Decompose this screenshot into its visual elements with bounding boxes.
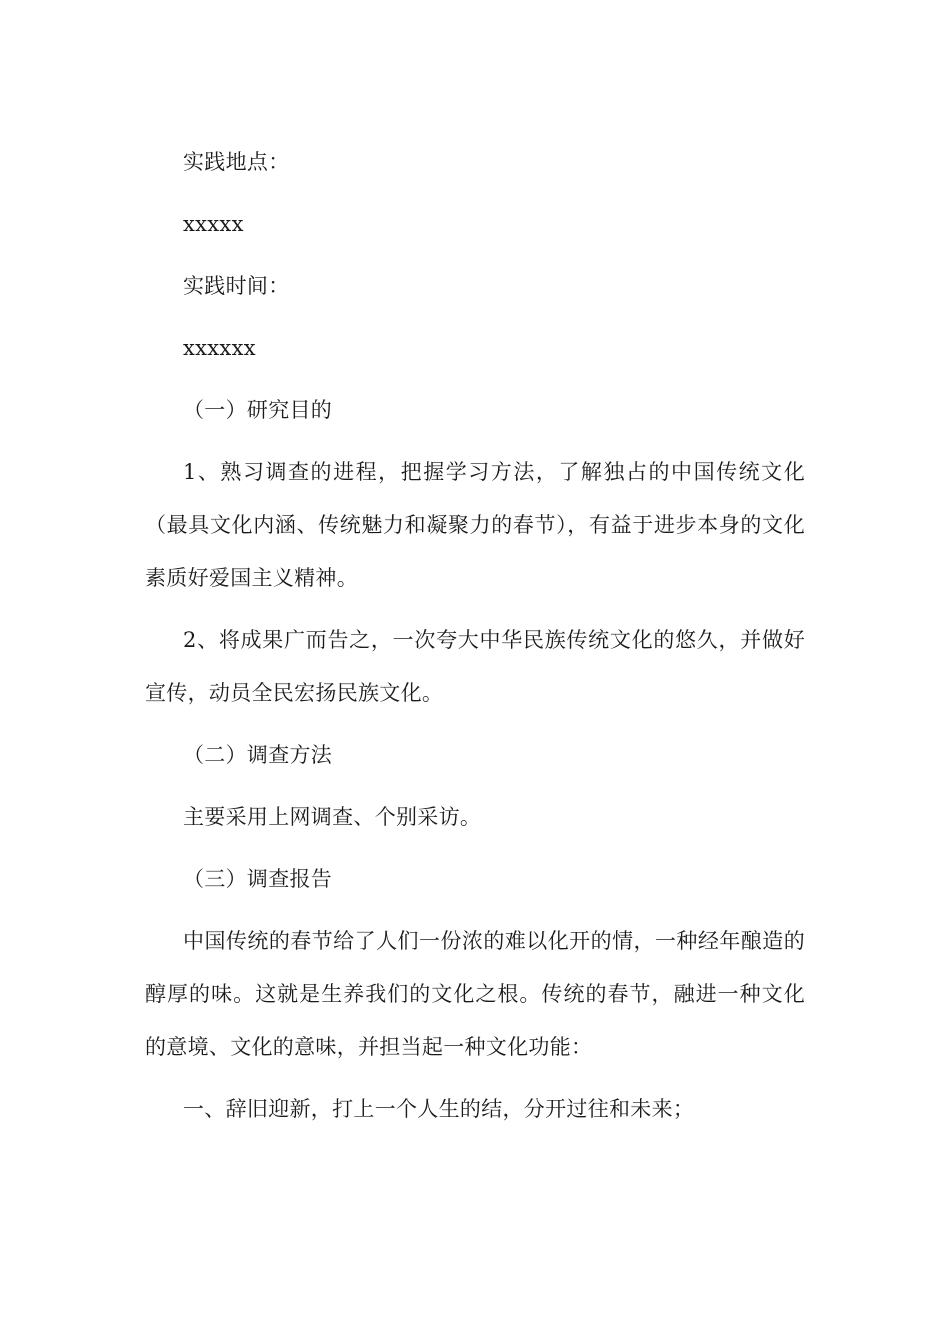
report-item-1: 一、辞旧迎新，打上一个人生的结，分开过往和未来； bbox=[183, 1097, 695, 1121]
method-text: 主要采用上网调查、个别采访。 bbox=[183, 805, 482, 829]
section-heading-purpose: （一）研究目的 bbox=[183, 398, 333, 422]
purpose-item-2: 2、将成果广而告之，一次夸大中华民族传统文化的悠久，并做好宣传，动员全民宏扬民族文化。 bbox=[145, 628, 805, 705]
report-paragraph: 中国传统的春节给了人们一份浓的难以化开的情，一种经年酿造的醇厚的味。这就是生养我们的文化之根。传统的春节，融进一种文化的意境、文化的意味，并担当起一种文化功能： bbox=[145, 929, 805, 1059]
practice-location-value: xxxxx bbox=[183, 212, 244, 236]
document-body bbox=[145, 136, 805, 1136]
practice-time-label: 实践时间： bbox=[183, 274, 290, 298]
section-heading-report: （三）调查报告 bbox=[183, 867, 333, 891]
practice-location-label: 实践地点： bbox=[183, 150, 290, 174]
purpose-item-1: 1、熟习调查的进程，把握学习方法，了解独占的中国传统文化（最具文化内涵、传统魅力和凝聚力的春节），有益于进步本身的文化素质好爱国主义精神。 bbox=[145, 460, 805, 590]
section-heading-method: （二）调查方法 bbox=[183, 743, 333, 767]
practice-time-value: xxxxxx bbox=[183, 336, 256, 360]
